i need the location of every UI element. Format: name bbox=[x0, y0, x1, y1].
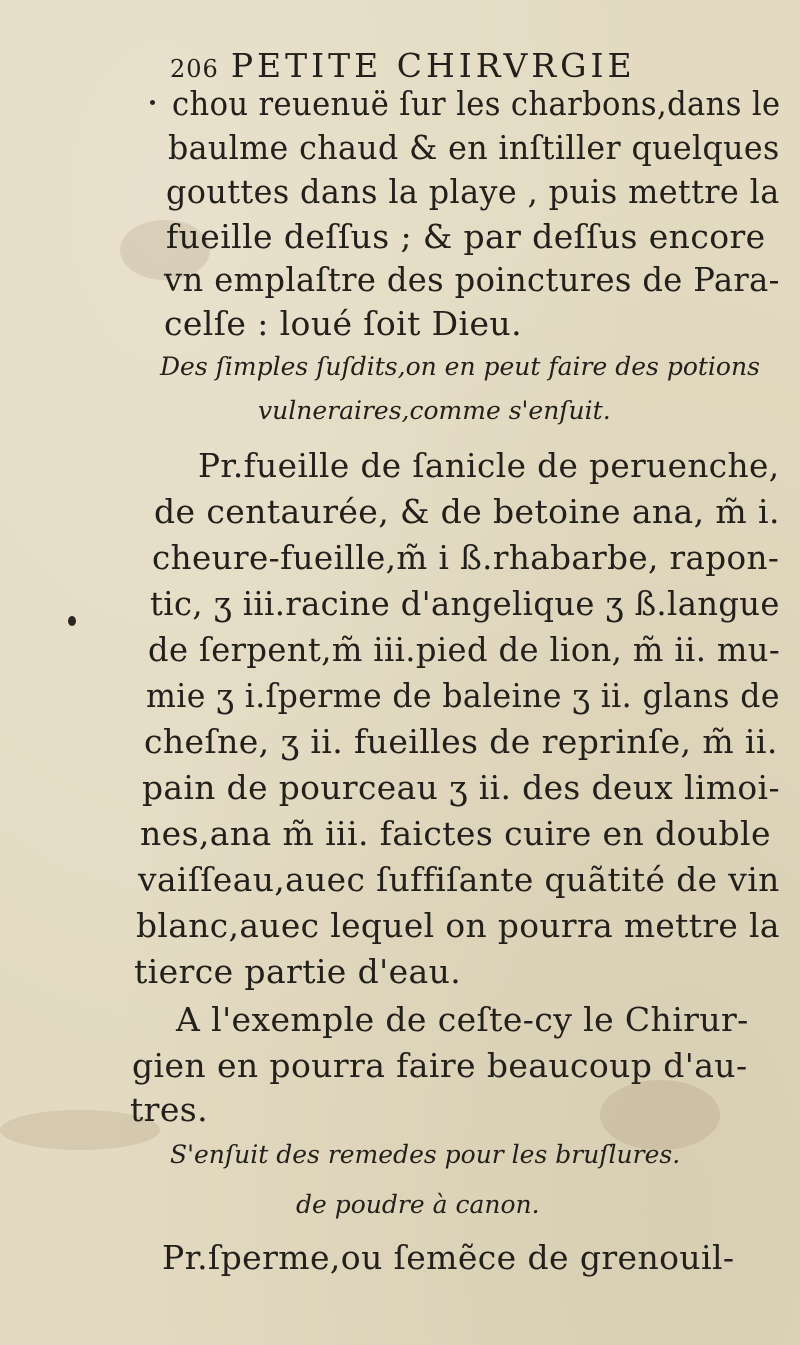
section-heading: Des ſimples ſuſdits,on en peut faire des potions bbox=[160, 352, 760, 381]
text-line: Pr.ſperme,ou ſemẽce de grenouil- bbox=[162, 1238, 735, 1277]
page-header bbox=[170, 46, 636, 85]
text-line: nes,ana m̃ iii. faictes cuire en double bbox=[140, 814, 771, 853]
text-line: tres. bbox=[130, 1090, 208, 1129]
text-line: vaiſſeau,auec ſuffiſante quãtité de vin bbox=[138, 860, 780, 899]
text-line: fueille deſſus ; & par deſſus encore bbox=[166, 217, 766, 256]
ink-speck bbox=[68, 616, 76, 626]
page-number: 206 bbox=[170, 55, 219, 83]
text-line: cheure-fueille,m̃ i ß.rhabarbe, rapon- bbox=[152, 538, 780, 577]
text-line: A l'exemple de ceſte-cy le Chirur- bbox=[176, 1000, 749, 1039]
text-line: baulme chaud & en inſtiller quelques bbox=[168, 128, 780, 167]
text-line: blanc,auec lequel on pourra mettre la bbox=[136, 906, 780, 945]
text-line: tierce partie d'eau. bbox=[134, 952, 462, 991]
running-title: PETITE CHIRVRGIE bbox=[230, 46, 636, 85]
text-line: vn emplaſtre des poinctures de Para- bbox=[164, 260, 780, 299]
text-line: tic, ʒ iii.racine d'angelique ʒ ß.langue bbox=[150, 584, 780, 623]
text-line: gien en pourra faire beaucoup d'au- bbox=[132, 1046, 748, 1085]
text-line: cheſne, ʒ ii. fueilles de reprinſe, m̃ ii. bbox=[144, 722, 778, 761]
text-line: de centaurée, & de betoine ana, m̃ i. bbox=[154, 492, 780, 531]
section-heading: vulneraires,comme s'enſuit. bbox=[258, 396, 611, 425]
section-heading: de poudre à canon. bbox=[296, 1190, 540, 1219]
text-line: de ſerpent,m̃ iii.pied de lion, m̃ ii. mu- bbox=[148, 630, 781, 669]
text-line: Pr.fueille de ſanicle de peruenche, bbox=[198, 446, 780, 485]
text-line: celſe : loué ſoit Dieu. bbox=[164, 304, 522, 343]
section-heading: S'enſuit des remedes pour les bruſlures. bbox=[170, 1140, 681, 1169]
text-line: mie ʒ i.ſperme de baleine ʒ ii. glans de bbox=[146, 676, 780, 715]
text-line: gouttes dans la playe , puis mettre la bbox=[166, 172, 780, 211]
text-line: chou reuenuë ſur les charbons,dans le bbox=[172, 84, 781, 123]
ink-speck bbox=[150, 100, 155, 105]
text-line: pain de pourceau ʒ ii. des deux limoi- bbox=[142, 768, 780, 807]
